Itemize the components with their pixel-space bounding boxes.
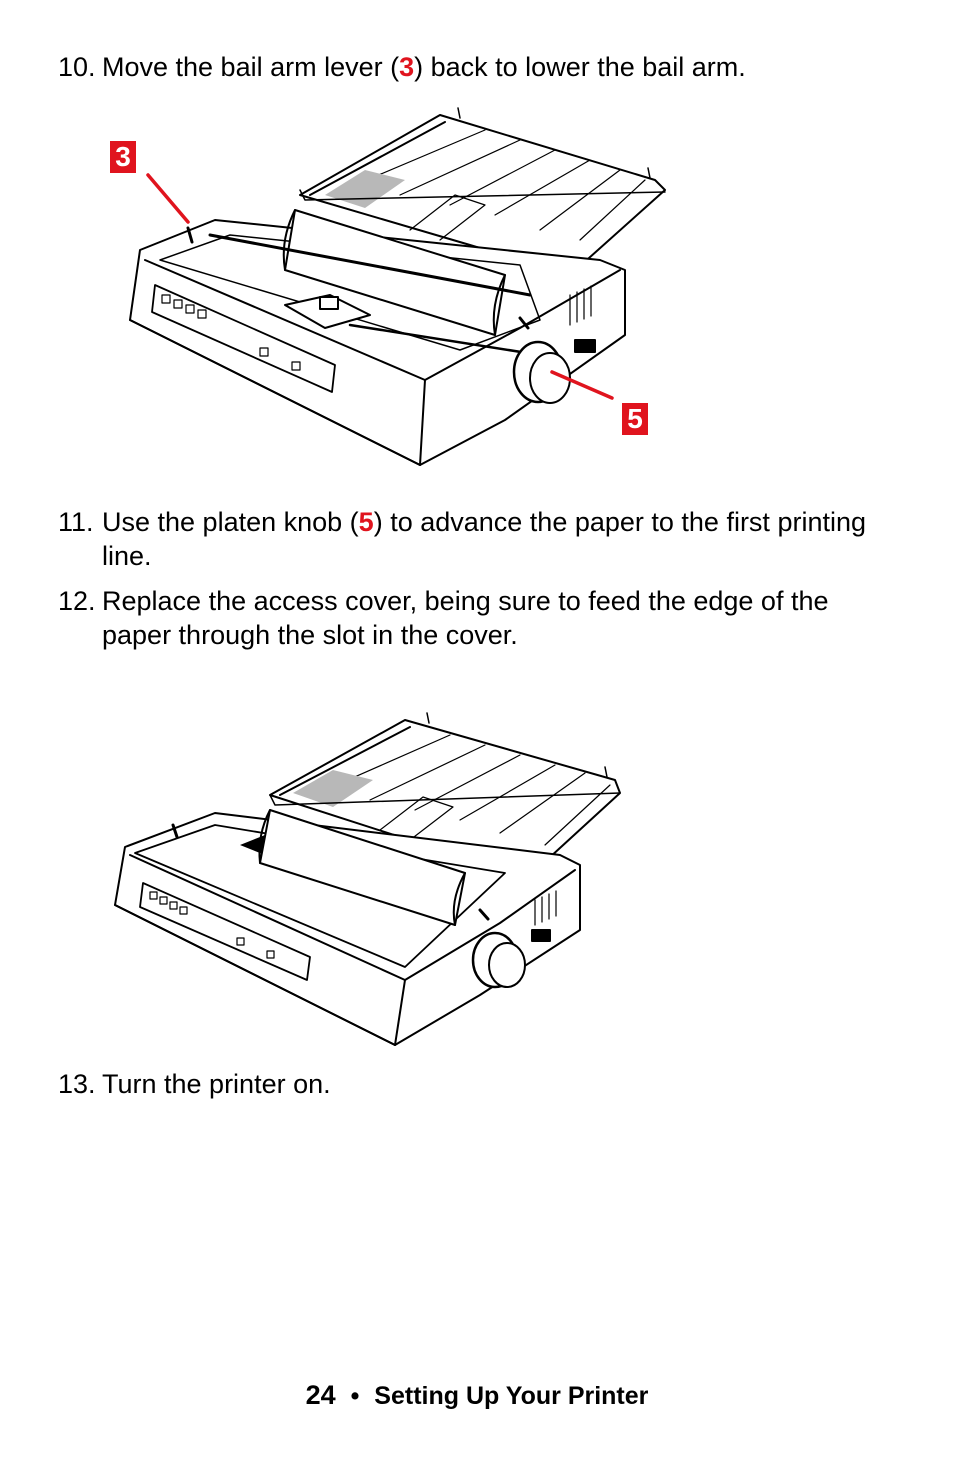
callout-ref-knob: 5: [358, 507, 374, 537]
page-footer: [0, 1380, 954, 1411]
page-number: 24: [305, 1380, 336, 1410]
step-11: [58, 505, 898, 573]
step-number: 12.: [58, 586, 96, 616]
callout-ref-lever: 3: [399, 52, 415, 82]
step-number: 13.: [58, 1069, 96, 1099]
printer-illustration-bail-arm: [100, 100, 690, 470]
step-text: Use the platen knob (5) to advance the paper to the first printing line.: [102, 507, 866, 571]
footer-separator: •: [350, 1382, 360, 1410]
step-13: [58, 1067, 898, 1101]
step-text: Replace the access cover, being sure to feed the edge of the paper through the slot in the cover.: [102, 586, 829, 650]
section-title: Setting Up Your Printer: [374, 1382, 649, 1410]
step-text: Move the bail arm lever (3) back to lower the bail arm.: [102, 52, 746, 82]
step-number: 11.: [58, 507, 94, 537]
step-12: [58, 584, 898, 652]
callout-5: 5: [622, 403, 648, 435]
step-number: 10.: [58, 52, 96, 82]
printer-illustration-cover-replaced: [105, 705, 630, 1055]
step-text: Turn the printer on.: [102, 1069, 331, 1099]
step-10: [58, 50, 898, 84]
callout-3: 3: [110, 141, 136, 173]
